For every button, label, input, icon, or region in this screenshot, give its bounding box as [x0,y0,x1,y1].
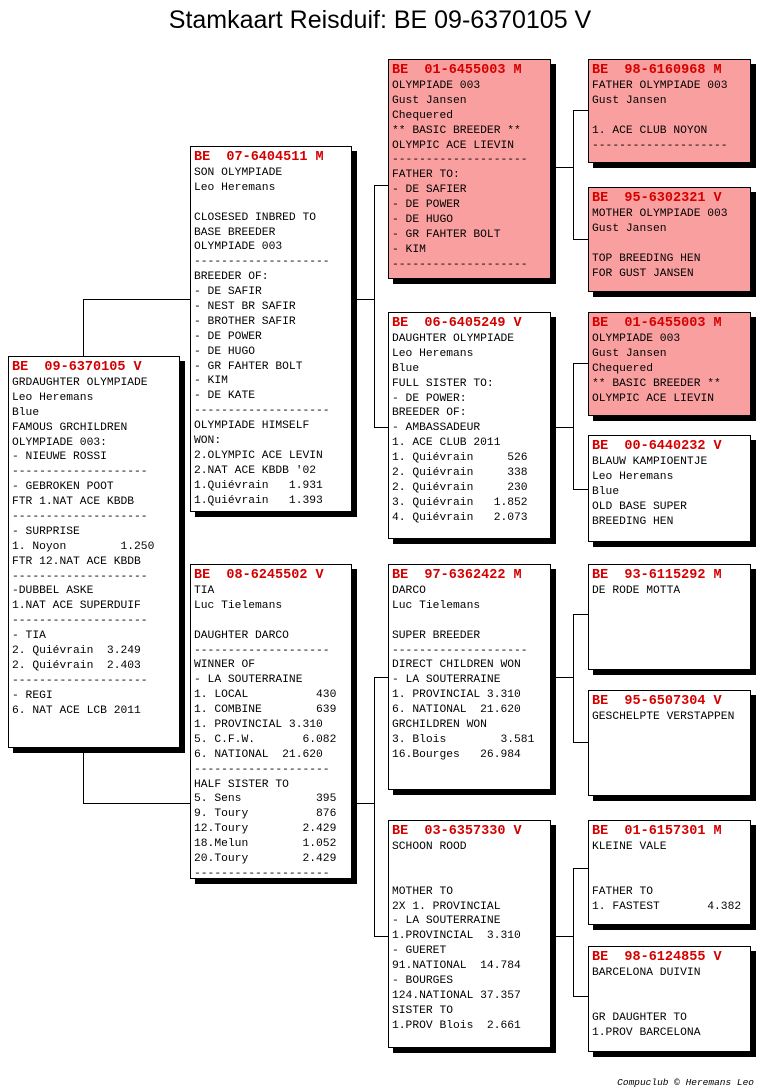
card-line: Blue [592,485,620,498]
connector-line [573,239,588,240]
page-title: Stamkaart Reisduif: BE 09-6370105 V [168,6,592,34]
connector-line [83,748,84,804]
connector-line [573,489,588,490]
card-line: SCHOON ROOD [392,841,467,853]
ring-number: BE 93-6115292 M [592,568,722,583]
card-line: MOTHER OLYMPIADE 003 [592,208,728,220]
card-line [592,109,750,124]
card-line: Blue [12,406,40,419]
card-line: -------------------- [392,154,528,167]
pedigree-card-father[interactable] [190,146,352,512]
card-details [592,710,750,725]
card-line: BREEDER OF: [392,407,467,420]
connector-line [374,677,388,678]
card-line: Blue [392,362,420,375]
card-line: Gust Jansen [592,347,667,360]
card-line: 124.NATIONAL 37.357 [392,989,521,1002]
card-line: 1. Quiévrain 526 [392,452,528,465]
card-line: 20.Toury 2.429 [194,853,337,866]
card-line: MOTHER TO [392,885,454,898]
card-line: -------------------- [392,258,528,271]
card-line [392,855,550,870]
card-line: Leo Heremans [194,181,276,194]
connector-line [573,996,588,997]
card-line: - KIM [194,375,228,388]
card-line: SUPER BREEDER [392,629,481,642]
pedigree-card-mother-dam[interactable] [388,820,551,1048]
connector-line [573,110,574,240]
card-line: WINNER OF [194,659,256,672]
card-line: - NEST BR SAFIR [194,301,296,314]
card-line [194,614,351,629]
card-line: Luc Tielemans [194,599,283,612]
ring-number: BE 01-6455003 M [392,63,522,78]
ring-number: BE 06-6405249 V [392,316,522,331]
card-line: 3. Quiévrain 1.852 [392,496,528,509]
card-line: DIRECT CHILDREN WON [392,659,521,672]
connector-line [573,614,588,615]
card-line: -------------------- [194,763,330,776]
card-line: 1.PROVINCIAL 3.310 [392,930,521,943]
connector-line [573,363,588,364]
card-line: OLYMPIADE 003: [12,436,107,449]
ring-number: BE 03-6357330 V [392,824,522,839]
card-line: 1. ACE CLUB NOYON [592,124,708,137]
pedigree-card-father-dam[interactable] [388,312,551,539]
card-details [592,455,750,529]
card-line: 5. Sens 395 [194,793,337,806]
card-line: 2. Quiévrain 3.249 [12,645,141,658]
card-line: - DE SAFIER [392,184,467,197]
card-line: 4. Quiévrain 2.073 [392,511,528,524]
card-details [392,840,550,1034]
card-line: 5. C.F.W. 6.082 [194,733,337,746]
connector-line [374,427,388,428]
card-line: 1. PROVINCIAL 3.310 [392,689,521,702]
card-line: 1. PROVINCIAL 3.310 [194,719,323,732]
card-line: -------------------- [12,511,148,524]
card-line: -------------------- [12,615,148,628]
card-details [592,966,750,1040]
card-details [592,584,750,599]
card-line: SON OLYMPIADE [194,167,283,179]
copyright-footer: Compuclub © Heremans Leo [617,1077,754,1088]
connector-line [573,742,588,743]
card-line: HALF SISTER TO [194,778,289,791]
ring-number: BE 98-6160968 M [592,63,722,78]
card-line: FOR GUST JANSEN [592,267,694,280]
ring-number: BE 00-6440232 V [592,439,722,454]
card-line: - LA SOUTERRAINE [194,674,303,687]
card-line: KLEINE VALE [592,841,667,853]
connector-line [374,185,388,186]
card-line: - GUERET [392,945,447,958]
card-details [12,376,179,718]
card-details [392,332,550,526]
card-line: Leo Heremans [592,470,674,483]
connector-line [573,110,588,111]
card-line: WON: [194,435,222,448]
connector-line [352,299,374,300]
pedigree-card-mother-sire[interactable] [388,564,551,790]
card-line: Leo Heremans [12,391,94,404]
card-line: 2.NAT ACE KBDB '02 [194,464,317,477]
card-line: - GR FAHTER BOLT [194,360,303,373]
card-line: FATHER TO: [392,169,460,182]
card-line: -DUBBEL ASKE [12,585,94,598]
card-details [592,79,750,153]
connector-line [551,677,573,678]
card-line: - REGI [12,689,53,702]
card-line: Luc Tielemans [392,599,481,612]
card-line [592,870,750,885]
card-line: - DE POWER [194,330,262,343]
card-line: 9. Toury 876 [194,808,337,821]
connector-line [551,167,573,168]
card-line: 2. Quiévrain 230 [392,481,528,494]
card-line: 1. COMBINE 639 [194,704,337,717]
card-line: - NIEUWE ROSSI [12,451,107,464]
connector-line [573,363,574,490]
card-line: DAUGHTER DARCO [194,629,289,642]
card-line: BASE BREEDER [194,226,276,239]
card-line: Chequered [592,362,654,375]
card-line: ** BASIC BREEDER ** [392,124,521,137]
card-line: 1.PROV BARCELONA [592,1026,701,1039]
connector-line [83,803,190,804]
card-line: 1.Quiévrain 1.393 [194,494,323,507]
card-details [592,332,750,406]
card-line: BREEDING HEN [592,515,674,528]
card-line: FULL SISTER TO: [392,377,494,390]
card-line: Leo Heremans [392,347,474,360]
pedigree-card-fm-dam[interactable] [588,435,751,542]
card-line: ** BASIC BREEDER ** [592,377,721,390]
connector-line [573,868,588,869]
pedigree-card-ff-sire[interactable] [588,59,751,163]
card-line: 1.Quiévrain 1.931 [194,479,323,492]
card-line: 1. ACE CLUB 2011 [392,437,501,450]
connector-line [573,868,574,997]
card-line: - DE POWER [392,199,460,212]
connector-line [374,677,375,937]
pedigree-card-mm-dam[interactable] [588,946,751,1052]
ring-number: BE 08-6245502 V [194,568,324,583]
card-line: 2X 1. PROVINCIAL [392,900,501,913]
card-line: FTR 12.NAT ACE KBDB [12,555,141,568]
connector-line [374,185,375,428]
card-line: -------------------- [194,256,330,269]
card-line: - DE SAFIR [194,286,262,299]
card-line: 16.Bourges 26.984 [392,748,521,761]
card-line: - LA SOUTERRAINE [392,915,501,928]
card-line: SISTER TO [392,1004,454,1017]
card-line: 6. NAT ACE LCB 2011 [12,704,141,717]
ring-number: BE 95-6302321 V [592,191,722,206]
pedigree-card-ff-dam[interactable] [588,187,751,292]
card-details [592,840,750,914]
card-line: OLYMPIADE 003 [194,241,283,254]
card-line: Gust Jansen [392,94,467,107]
card-details [392,584,550,763]
card-line: - SURPRISE [12,525,80,538]
connector-line [374,936,388,937]
card-line: 2. Quiévrain 2.403 [12,659,141,672]
ring-number: BE 95-6507304 V [592,694,722,709]
card-line: BARCELONA DUIVIN [592,967,701,979]
card-line: 1. Noyon 1.250 [12,540,155,553]
card-line: OLYMPIADE 003 [392,80,481,92]
connector-line [83,299,84,356]
card-line [392,614,550,629]
card-line: 1.PROV Blois 2.661 [392,1019,521,1032]
card-line: -------------------- [12,466,148,479]
card-line: -------------------- [12,674,148,687]
card-line: 3. Blois 3.581 [392,733,535,746]
pedigree-card-father-sire[interactable] [388,59,551,279]
card-line: Chequered [392,109,454,122]
card-line: 2.OLYMPIC ACE LEVIN [194,449,323,462]
card-line: GESCHELPTE VERSTAPPEN [592,711,735,723]
pedigree-card-mm-sire[interactable] [588,820,751,925]
ring-number: BE 07-6404511 M [194,150,324,165]
card-line: BLAUW KAMPIOENTJE [592,456,708,468]
pedigree-card-mf-dam[interactable] [588,690,751,796]
card-line [592,855,750,870]
card-line: 1. FASTEST 4.382 [592,900,742,913]
pedigree-card-mf-sire[interactable] [588,564,751,670]
card-line: Gust Jansen [592,94,667,107]
card-line: DE RODE MOTTA [592,585,681,597]
card-line: Gust Jansen [592,222,667,235]
connector-line [352,803,374,804]
card-line: - GEBROKEN POOT [12,481,114,494]
card-line: 91.NATIONAL 14.784 [392,960,521,973]
card-line: -------------------- [194,867,330,879]
card-line: GR DAUGHTER TO [592,1011,687,1024]
card-line: OLYMPIC ACE LIEVIN [592,392,715,405]
connector-line [551,936,573,937]
card-line: -------------------- [12,570,148,583]
card-line: DAUGHTER OLYMPIADE [392,333,515,345]
card-details [592,207,750,281]
card-details [392,79,550,273]
card-line: 12.Toury 2.429 [194,823,337,836]
card-line: -------------------- [194,644,330,657]
ring-number: BE 97-6362422 M [392,568,522,583]
card-line: - KIM [392,243,426,256]
card-line: OLYMPIADE 003 [592,333,681,345]
card-line: FAMOUS GRCHILDREN [12,421,128,434]
card-line: 18.Melun 1.052 [194,838,337,851]
card-line: OLYMPIC ACE LIEVIN [392,139,515,152]
card-line: -------------------- [592,139,728,152]
card-line: FATHER OLYMPIADE 003 [592,80,728,92]
card-line: CLOSESED INBRED TO [194,211,317,224]
card-line: - BROTHER SAFIR [194,315,296,328]
card-line: DARCO [392,585,426,597]
pedigree-card-fm-sire[interactable] [588,312,751,416]
ring-number: BE 98-6124855 V [592,950,722,965]
ring-number: BE 09-6370105 V [12,360,142,375]
card-line: FATHER TO [592,885,654,898]
card-line [592,996,750,1011]
card-line [194,196,351,211]
pedigree-card-mother[interactable] [190,564,352,879]
card-line: BREEDER OF: [194,271,269,284]
card-line: GRDAUGHTER OLYMPIADE [12,377,148,389]
connector-line [551,427,573,428]
card-line: - DE POWER: [392,392,467,405]
card-line: -------------------- [194,405,330,418]
pedigree-card-subject[interactable] [8,356,180,748]
card-line: - LA SOUTERRAINE [392,674,501,687]
card-line: OLYMPIADE HIMSELF [194,420,310,433]
card-line: - DE KATE [194,390,256,403]
card-line: OLD BASE SUPER [592,500,687,513]
card-line [592,981,750,996]
card-line: - TIA [12,630,46,643]
card-line: 1. LOCAL 430 [194,689,337,702]
card-line: - GR FAHTER BOLT [392,228,501,241]
connector-line [573,614,574,743]
card-line: TIA [194,585,215,597]
card-line: FTR 1.NAT ACE KBDB [12,496,135,509]
connector-line [83,299,190,300]
card-line [392,870,550,885]
card-line: 2. Quiévrain 338 [392,467,528,480]
card-line: - AMBASSADEUR [392,422,481,435]
card-line: GRCHILDREN WON [392,719,487,732]
card-line: - BOURGES [392,975,454,988]
card-line: - DE HUGO [194,345,256,358]
card-line: 6. NATIONAL 21.620 [194,748,323,761]
ring-number: BE 01-6455003 M [592,316,722,331]
ring-number: BE 01-6157301 M [592,824,722,839]
card-line: 1.NAT ACE SUPERDUIF [12,600,141,613]
card-line: - DE HUGO [392,214,454,227]
card-line: TOP BREEDING HEN [592,252,701,265]
card-details [194,166,351,508]
card-line: 6. NATIONAL 21.620 [392,704,521,717]
card-details [194,584,351,879]
card-line: -------------------- [392,644,528,657]
card-line [592,237,750,252]
